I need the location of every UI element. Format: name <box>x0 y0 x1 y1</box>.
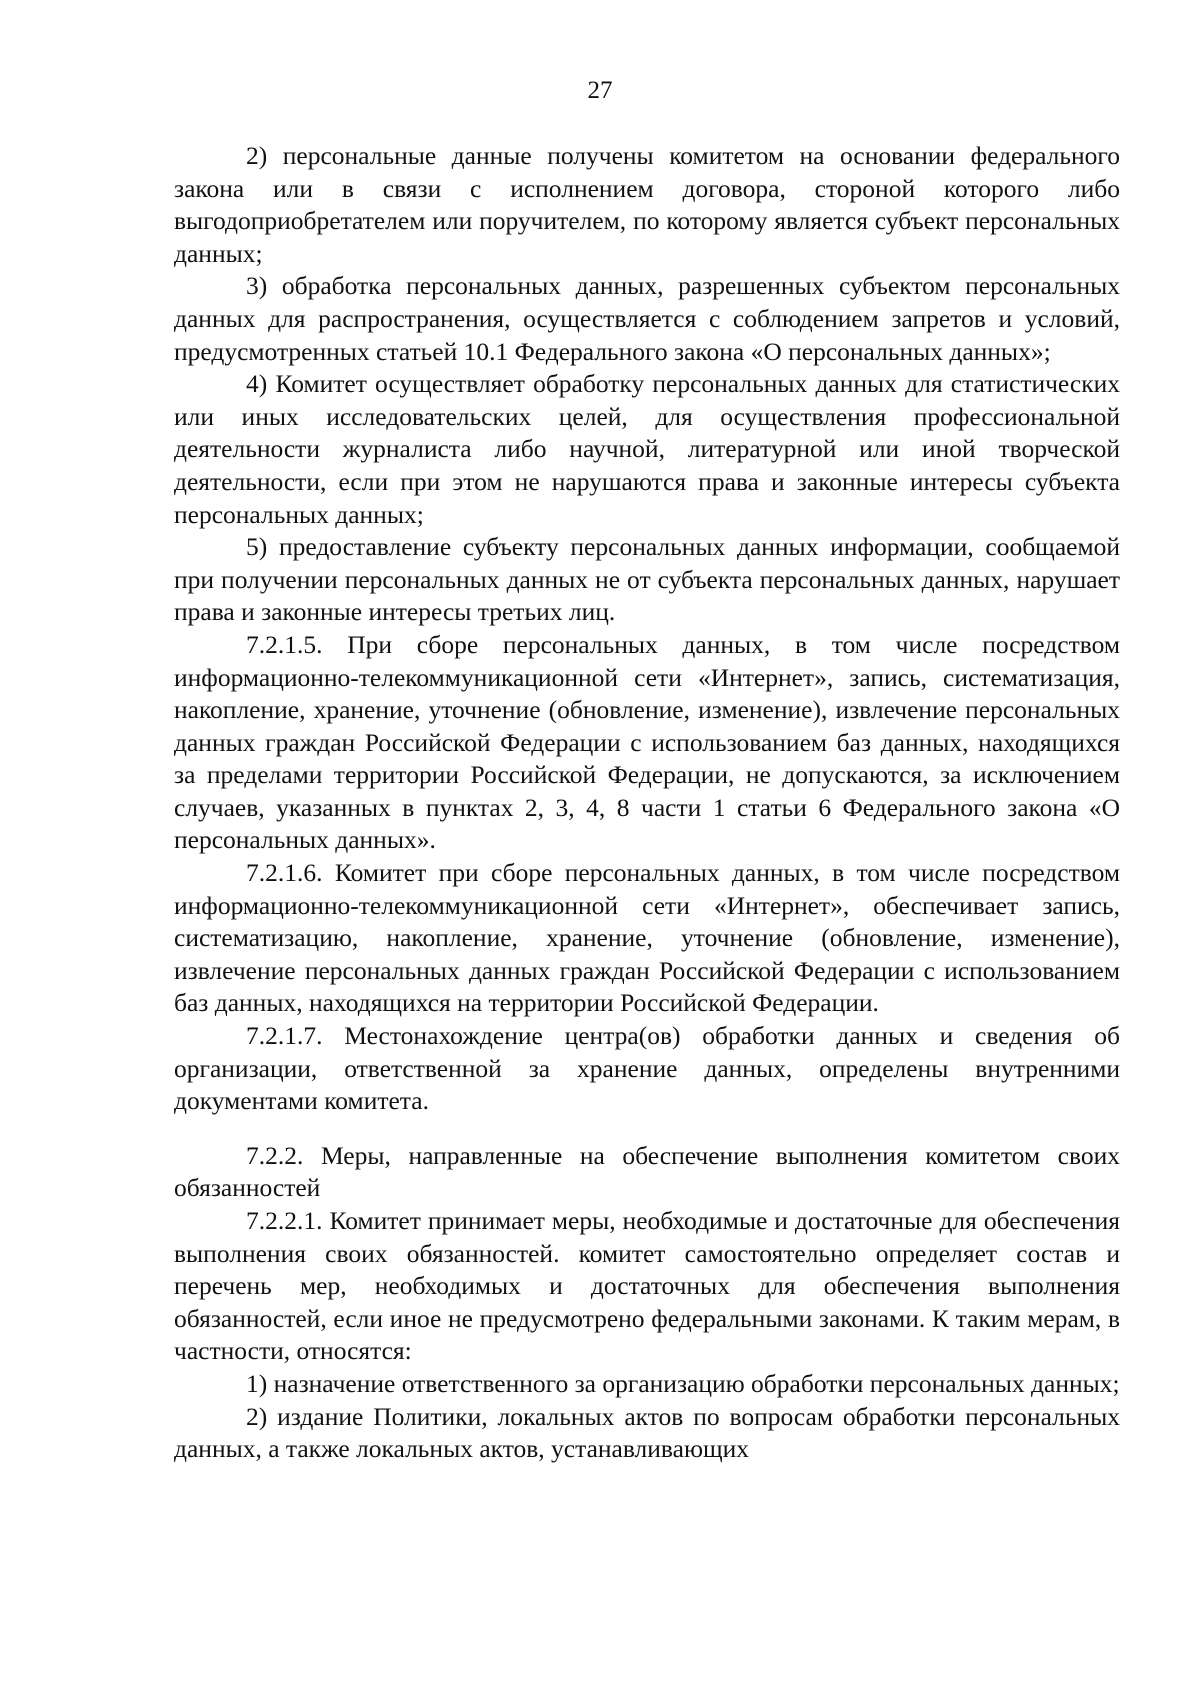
measure-item-2: 2) издание Политики, локальных актов по вопросам обработки персональных данных, а также локальных актов, устанавливающих <box>174 1401 1120 1464</box>
section-heading-7-2-2: 7.2.2. Меры, направленные на обеспечение выполнения комитетом своих обязанностей <box>174 1140 1120 1203</box>
paragraph-7-2-1-5: 7.2.1.5. При сборе персональных данных, в том числе посредством информационно-телекоммуникационной сети «Интернет», запись, систематизация, накопление, хранение, уточнение (обновление, изменение), извлечение персональных данных граждан Российской Федерации с использованием баз данных, находящихся за пределами территории Российской Федерации, не допускаются, за исключением случаев, указанных в пунктах 2, 3, 4, 8 части 1 статьи 6 Федерального закона «О персональных данных». <box>174 629 1120 855</box>
paragraph-item-3: 3) обработка персональных данных, разрешенных субъектом персональных данных для распространения, осуществляется с соблюдением запретов и условий, предусмотренных статьей 10.1 Федерального закона «О персональных данных»; <box>174 271 1120 366</box>
paragraph-item-4: 4) Комитет осуществляет обработку персональных данных для статистических или иных исследовательских целей, для осуществления профессиональной деятельности журналиста либо научной, литературной или иной творческой деятельности, если при этом не нарушаются права и законные интересы субъекта персональных данных; <box>174 369 1120 529</box>
paragraph-7-2-1-6: 7.2.1.6. Комитет при сборе персональных данных, в том числе посредством информационно-телекоммуникационной сети «Интернет», обеспечивает запись, систематизацию, накопление, хранение, уточнение (обновление, изменение), извлечение персональных данных граждан Российской Федерации с использованием баз данных, находящихся на территории Российской Федерации. <box>174 858 1120 1018</box>
paragraph-7-2-2-1: 7.2.2.1. Комитет принимает меры, необходимые и достаточные для обеспечения выполнения своих обязанностей. комитет самостоятельно определяет состав и перечень мер, необходимых и достаточных для обеспечения выполнения обязанностей, если иное не предусмотрено федеральными законами. К таким мерам, в частности, относятся: <box>174 1206 1120 1366</box>
paragraph-item-5: 5) предоставление субъекту персональных данных информации, сообщаемой при получении персональных данных не от субъекта персональных данных, нарушает права и законные интересы третьих лиц. <box>174 532 1120 627</box>
page-number: 27 <box>587 77 613 104</box>
measure-item-1: 1) назначение ответственного за организацию обработки персональных данных; <box>246 1368 1120 1398</box>
paragraph-item-2: 2) персональные данные получены комитетом на основании федерального закона или в связи с исполнением договора, стороной которого либо выгодоприобретателем или поручителем, по которому является субъект персональных данных; <box>174 141 1120 268</box>
paragraph-7-2-1-7: 7.2.1.7. Местонахождение центра(ов) обработки данных и сведения об организации, ответственной за хранение данных, определены внутренними документами комитета. <box>174 1021 1120 1116</box>
document-body <box>174 140 1120 1466</box>
